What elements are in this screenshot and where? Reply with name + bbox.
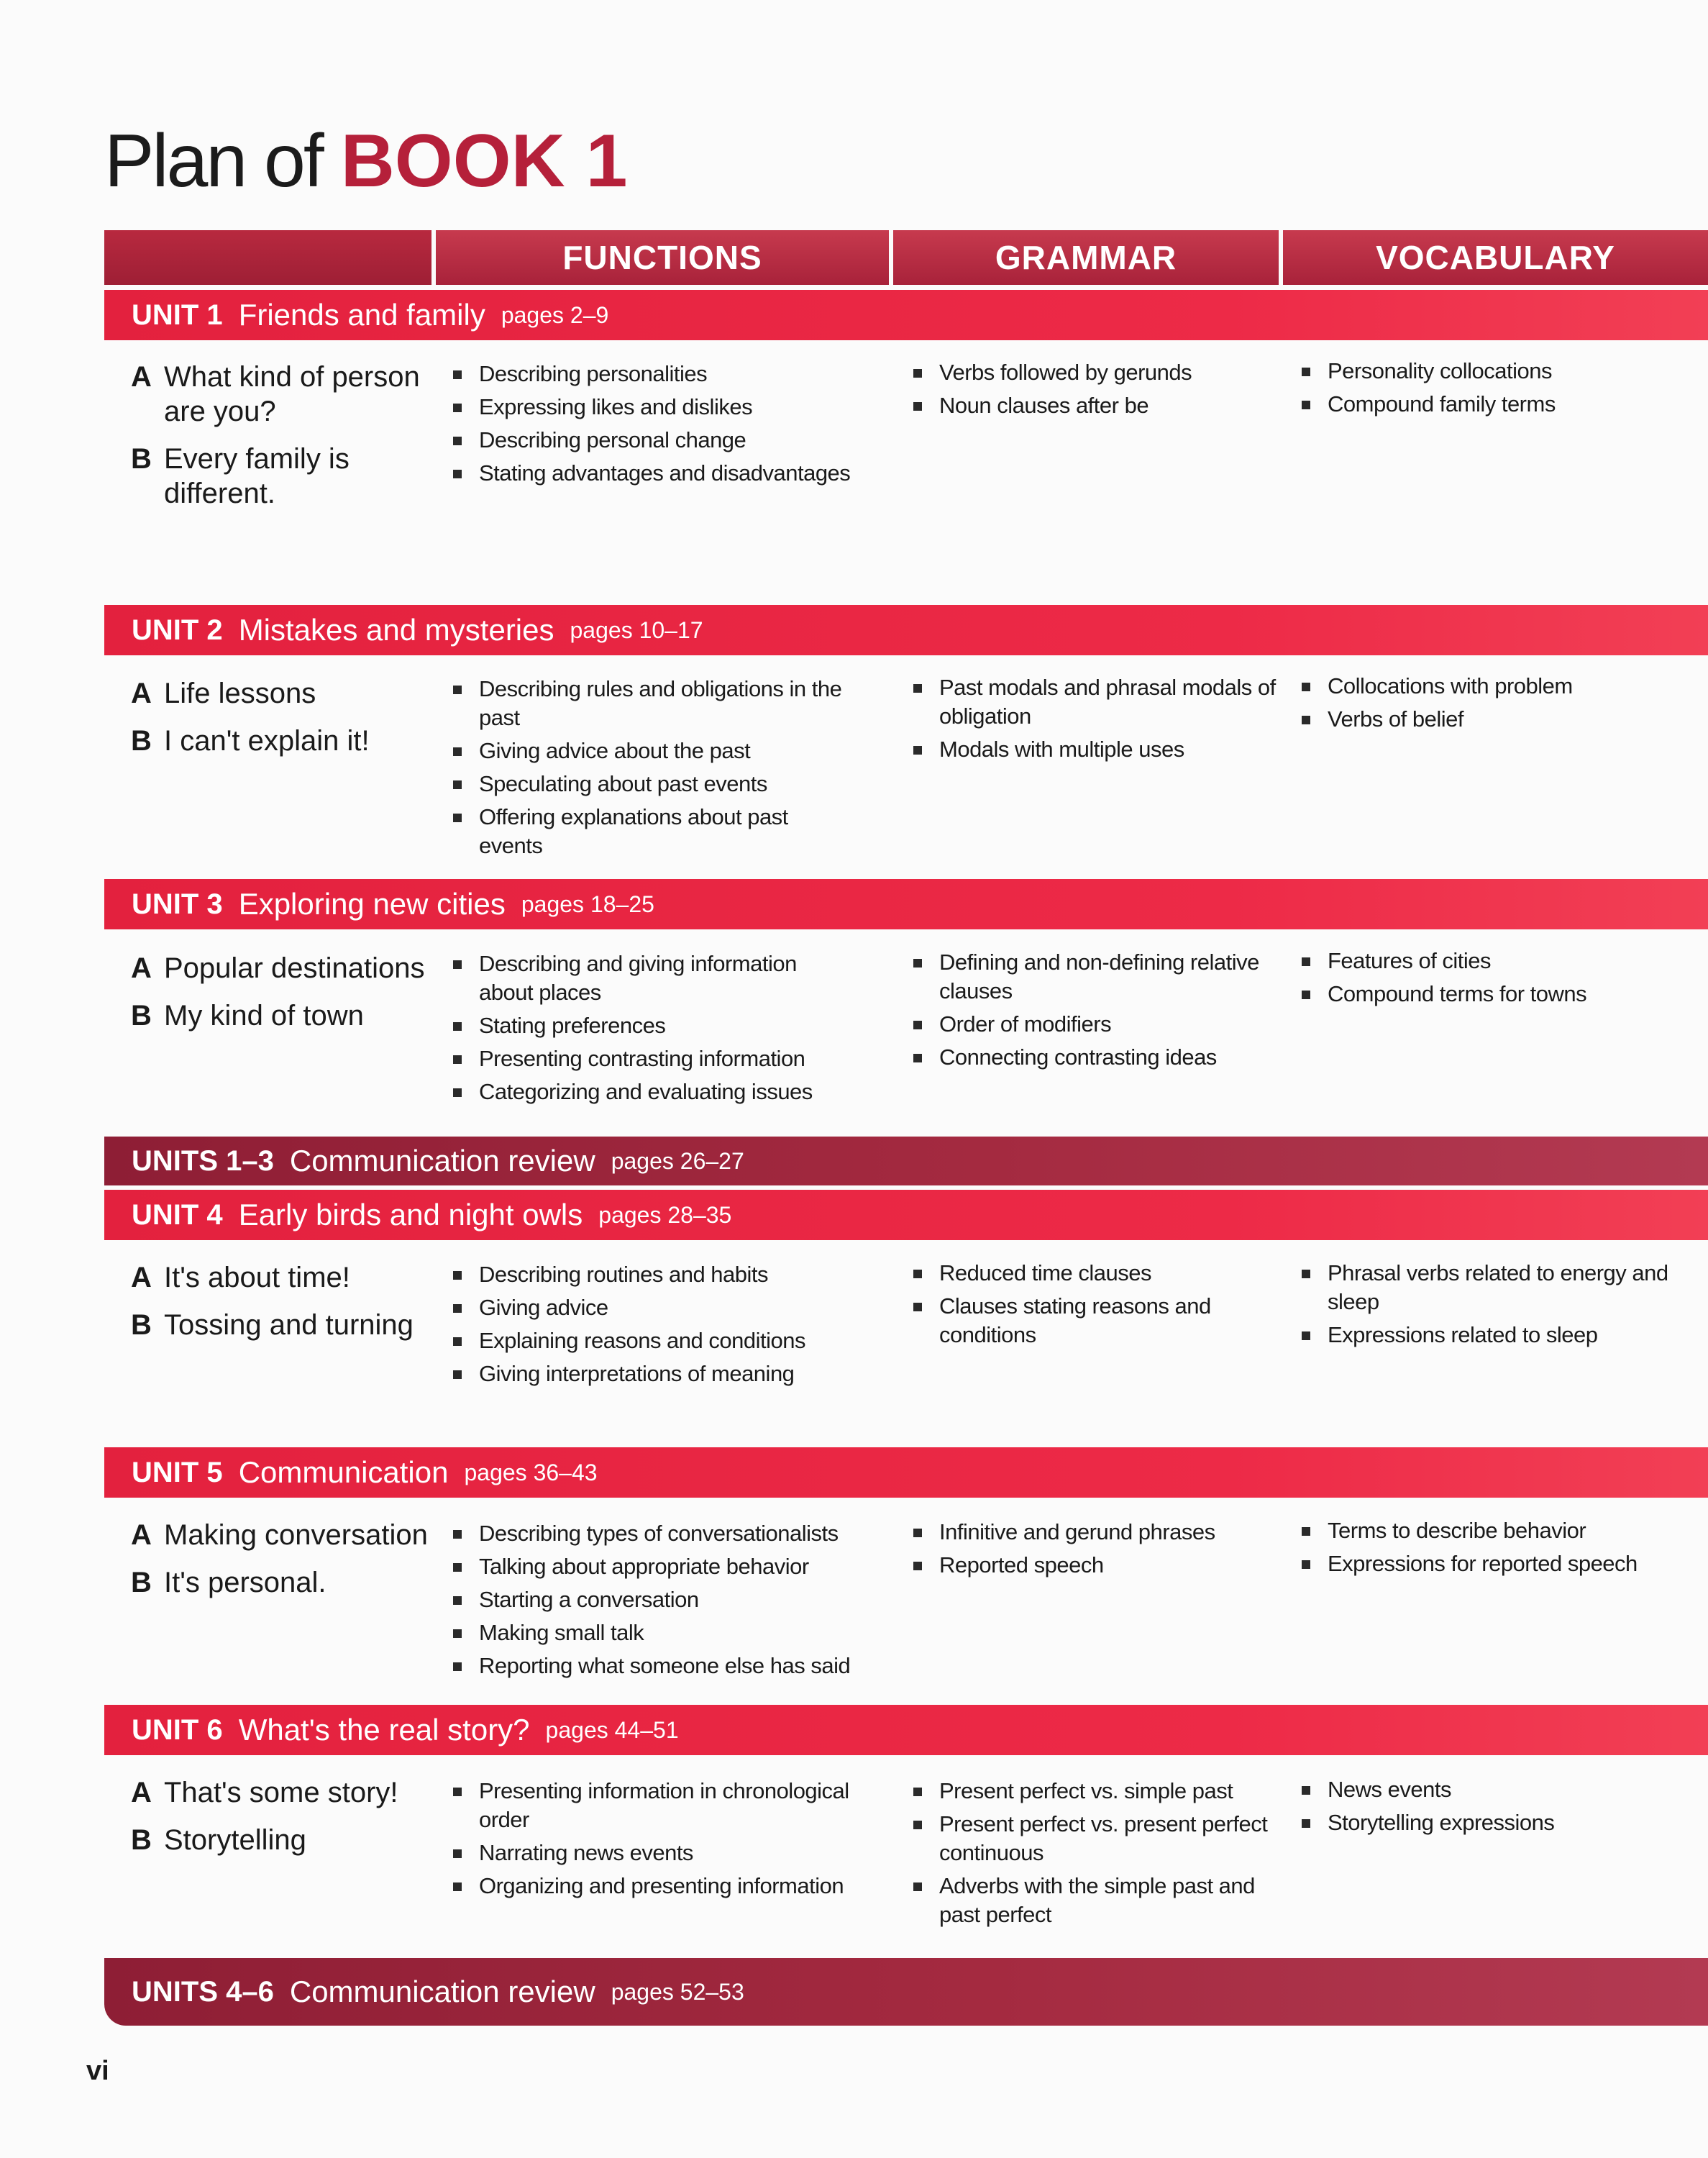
list-item: Offering explanations about past events bbox=[452, 803, 854, 860]
vocabulary-list bbox=[1300, 357, 1689, 423]
unit-title: Early birds and night owls bbox=[238, 1198, 583, 1231]
list-item: Giving advice about the past bbox=[452, 737, 854, 765]
unit-pages: pages 28–35 bbox=[598, 1201, 732, 1228]
unit-label: UNIT 4 bbox=[132, 1198, 223, 1231]
lesson-item: A Making conversation bbox=[131, 1519, 428, 1551]
list-item: Reporting what someone else has said bbox=[452, 1652, 854, 1680]
list-item: Noun clauses after be bbox=[912, 391, 1286, 420]
list-item: Talking about appropriate behavior bbox=[452, 1552, 854, 1581]
unit-title: Friends and family bbox=[238, 298, 485, 332]
unit-label: UNIT 6 bbox=[132, 1713, 223, 1746]
review-title: Communication review bbox=[289, 1144, 595, 1178]
list-item: Expressions related to sleep bbox=[1300, 1321, 1689, 1349]
lesson-item: B I can't explain it! bbox=[131, 725, 370, 757]
vocabulary-list bbox=[1300, 1516, 1689, 1583]
list-item: Making small talk bbox=[452, 1618, 854, 1647]
column-header-blank bbox=[104, 230, 431, 285]
lesson-list bbox=[131, 360, 433, 524]
list-item: Describing routines and habits bbox=[452, 1260, 854, 1289]
lesson-item: B Tossing and turning bbox=[131, 1309, 414, 1341]
lesson-item: A That's some story! bbox=[131, 1777, 398, 1808]
lesson-item: A What kind of person are you? bbox=[131, 361, 420, 427]
list-item: Phrasal verbs related to energy and sleep bbox=[1300, 1259, 1689, 1316]
list-item: Clauses stating reasons and conditions bbox=[912, 1292, 1286, 1349]
list-item: Reported speech bbox=[912, 1551, 1286, 1580]
lesson-list bbox=[131, 1518, 433, 1613]
list-item: Describing types of conversationalists bbox=[452, 1519, 854, 1548]
list-item: Expressions for reported speech bbox=[1300, 1549, 1689, 1578]
unit-label: UNIT 3 bbox=[132, 888, 223, 920]
review-pages: pages 52–53 bbox=[611, 1978, 744, 2005]
unit-title: Exploring new cities bbox=[238, 887, 506, 921]
unit-pages: pages 18–25 bbox=[521, 891, 654, 917]
lesson-item: B It's personal. bbox=[131, 1567, 326, 1598]
list-item: Narrating news events bbox=[452, 1839, 854, 1867]
list-item: Describing rules and obligations in the past bbox=[452, 675, 854, 732]
review-bar bbox=[104, 1137, 1708, 1185]
list-item: Present perfect vs. simple past bbox=[912, 1777, 1286, 1806]
column-header-functions: FUNCTIONS bbox=[436, 230, 889, 285]
lesson-item: B My kind of town bbox=[131, 1000, 364, 1032]
lesson-item: B Every family is different. bbox=[131, 443, 350, 509]
list-item: Modals with multiple uses bbox=[912, 735, 1286, 764]
lesson-item: B Storytelling bbox=[131, 1824, 306, 1856]
list-item: Explaining reasons and conditions bbox=[452, 1326, 854, 1355]
list-item: Adverbs with the simple past and past perfect bbox=[912, 1872, 1286, 1929]
unit-pages: pages 44–51 bbox=[545, 1716, 679, 1743]
list-item: Speculating about past events bbox=[452, 770, 854, 798]
functions-list bbox=[452, 675, 854, 865]
functions-list bbox=[452, 1519, 854, 1685]
list-item: Presenting information in chronological order bbox=[452, 1777, 854, 1834]
vocabulary-list bbox=[1300, 1775, 1689, 1841]
unit-label: UNIT 5 bbox=[132, 1456, 223, 1488]
column-header-grammar: GRAMMAR bbox=[893, 230, 1279, 285]
list-item: Personality collocations bbox=[1300, 357, 1689, 386]
lesson-list bbox=[131, 676, 433, 771]
grammar-list bbox=[912, 948, 1286, 1076]
list-item: Collocations with problem bbox=[1300, 672, 1689, 701]
list-item: Expressing likes and dislikes bbox=[452, 393, 854, 422]
grammar-list bbox=[912, 673, 1286, 768]
unit-title: What's the real story? bbox=[238, 1713, 530, 1747]
lesson-list bbox=[131, 1260, 433, 1355]
list-item: Describing and giving information about places bbox=[452, 950, 854, 1007]
lesson-list bbox=[131, 951, 433, 1046]
list-item: Giving interpretations of meaning bbox=[452, 1360, 854, 1388]
review-label: UNITS 1–3 bbox=[132, 1144, 274, 1177]
list-item: Infinitive and gerund phrases bbox=[912, 1518, 1286, 1547]
page-title bbox=[104, 119, 627, 204]
functions-list bbox=[452, 950, 854, 1111]
functions-list bbox=[452, 1777, 854, 1905]
title-book: BOOK 1 bbox=[340, 119, 628, 203]
list-item: Presenting contrasting information bbox=[452, 1044, 854, 1073]
list-item: Describing personal change bbox=[452, 426, 854, 455]
grammar-list bbox=[912, 358, 1286, 424]
review-title: Communication review bbox=[289, 1975, 595, 2008]
unit-pages: pages 2–9 bbox=[501, 301, 609, 328]
lesson-item: A It's about time! bbox=[131, 1262, 350, 1293]
unit-label: UNIT 2 bbox=[132, 614, 223, 646]
list-item: Compound family terms bbox=[1300, 390, 1689, 419]
functions-list bbox=[452, 360, 854, 492]
unit-pages: pages 36–43 bbox=[464, 1459, 598, 1485]
list-item: Starting a conversation bbox=[452, 1585, 854, 1614]
title-prefix: Plan of bbox=[104, 119, 322, 203]
list-item: Features of cities bbox=[1300, 947, 1689, 975]
column-header-vocabulary: VOCABULARY bbox=[1283, 230, 1708, 285]
list-item: Terms to describe behavior bbox=[1300, 1516, 1689, 1545]
unit-title: Communication bbox=[238, 1455, 449, 1489]
list-item: Order of modifiers bbox=[912, 1010, 1286, 1039]
lesson-item: A Life lessons bbox=[131, 678, 316, 709]
unit-title: Mistakes and mysteries bbox=[238, 613, 554, 647]
review-bar bbox=[104, 1958, 1708, 2026]
unit-bar bbox=[104, 605, 1708, 655]
unit-bar bbox=[104, 879, 1708, 929]
list-item: Compound terms for towns bbox=[1300, 980, 1689, 1009]
list-item: Giving advice bbox=[452, 1293, 854, 1322]
grammar-list bbox=[912, 1259, 1286, 1354]
grammar-list bbox=[912, 1777, 1286, 1934]
list-item: Categorizing and evaluating issues bbox=[452, 1078, 854, 1106]
list-item: Present perfect vs. present perfect continuous bbox=[912, 1810, 1286, 1867]
review-pages: pages 26–27 bbox=[611, 1147, 744, 1174]
list-item: Connecting contrasting ideas bbox=[912, 1043, 1286, 1072]
unit-bar bbox=[104, 1705, 1708, 1755]
grammar-list bbox=[912, 1518, 1286, 1584]
lesson-item: A Popular destinations bbox=[131, 952, 425, 984]
page-number: vi bbox=[86, 2056, 109, 2086]
list-item: News events bbox=[1300, 1775, 1689, 1804]
list-item: Verbs of belief bbox=[1300, 705, 1689, 734]
vocabulary-list bbox=[1300, 1259, 1689, 1354]
list-item: Describing personalities bbox=[452, 360, 854, 388]
list-item: Organizing and presenting information bbox=[452, 1872, 854, 1900]
unit-bar bbox=[104, 1447, 1708, 1498]
review-label: UNITS 4–6 bbox=[132, 1975, 274, 2008]
lesson-list bbox=[131, 1775, 433, 1870]
list-item: Defining and non-defining relative clauses bbox=[912, 948, 1286, 1006]
list-item: Storytelling expressions bbox=[1300, 1808, 1689, 1837]
unit-bar bbox=[104, 290, 1708, 340]
unit-label: UNIT 1 bbox=[132, 299, 223, 331]
list-item: Stating preferences bbox=[452, 1011, 854, 1040]
unit-bar bbox=[104, 1190, 1708, 1240]
list-item: Verbs followed by gerunds bbox=[912, 358, 1286, 387]
unit-pages: pages 10–17 bbox=[570, 616, 703, 643]
list-item: Reduced time clauses bbox=[912, 1259, 1286, 1288]
list-item: Past modals and phrasal modals of obligation bbox=[912, 673, 1286, 731]
functions-list bbox=[452, 1260, 854, 1393]
vocabulary-list bbox=[1300, 947, 1689, 1013]
vocabulary-list bbox=[1300, 672, 1689, 738]
list-item: Stating advantages and disadvantages bbox=[452, 459, 854, 488]
